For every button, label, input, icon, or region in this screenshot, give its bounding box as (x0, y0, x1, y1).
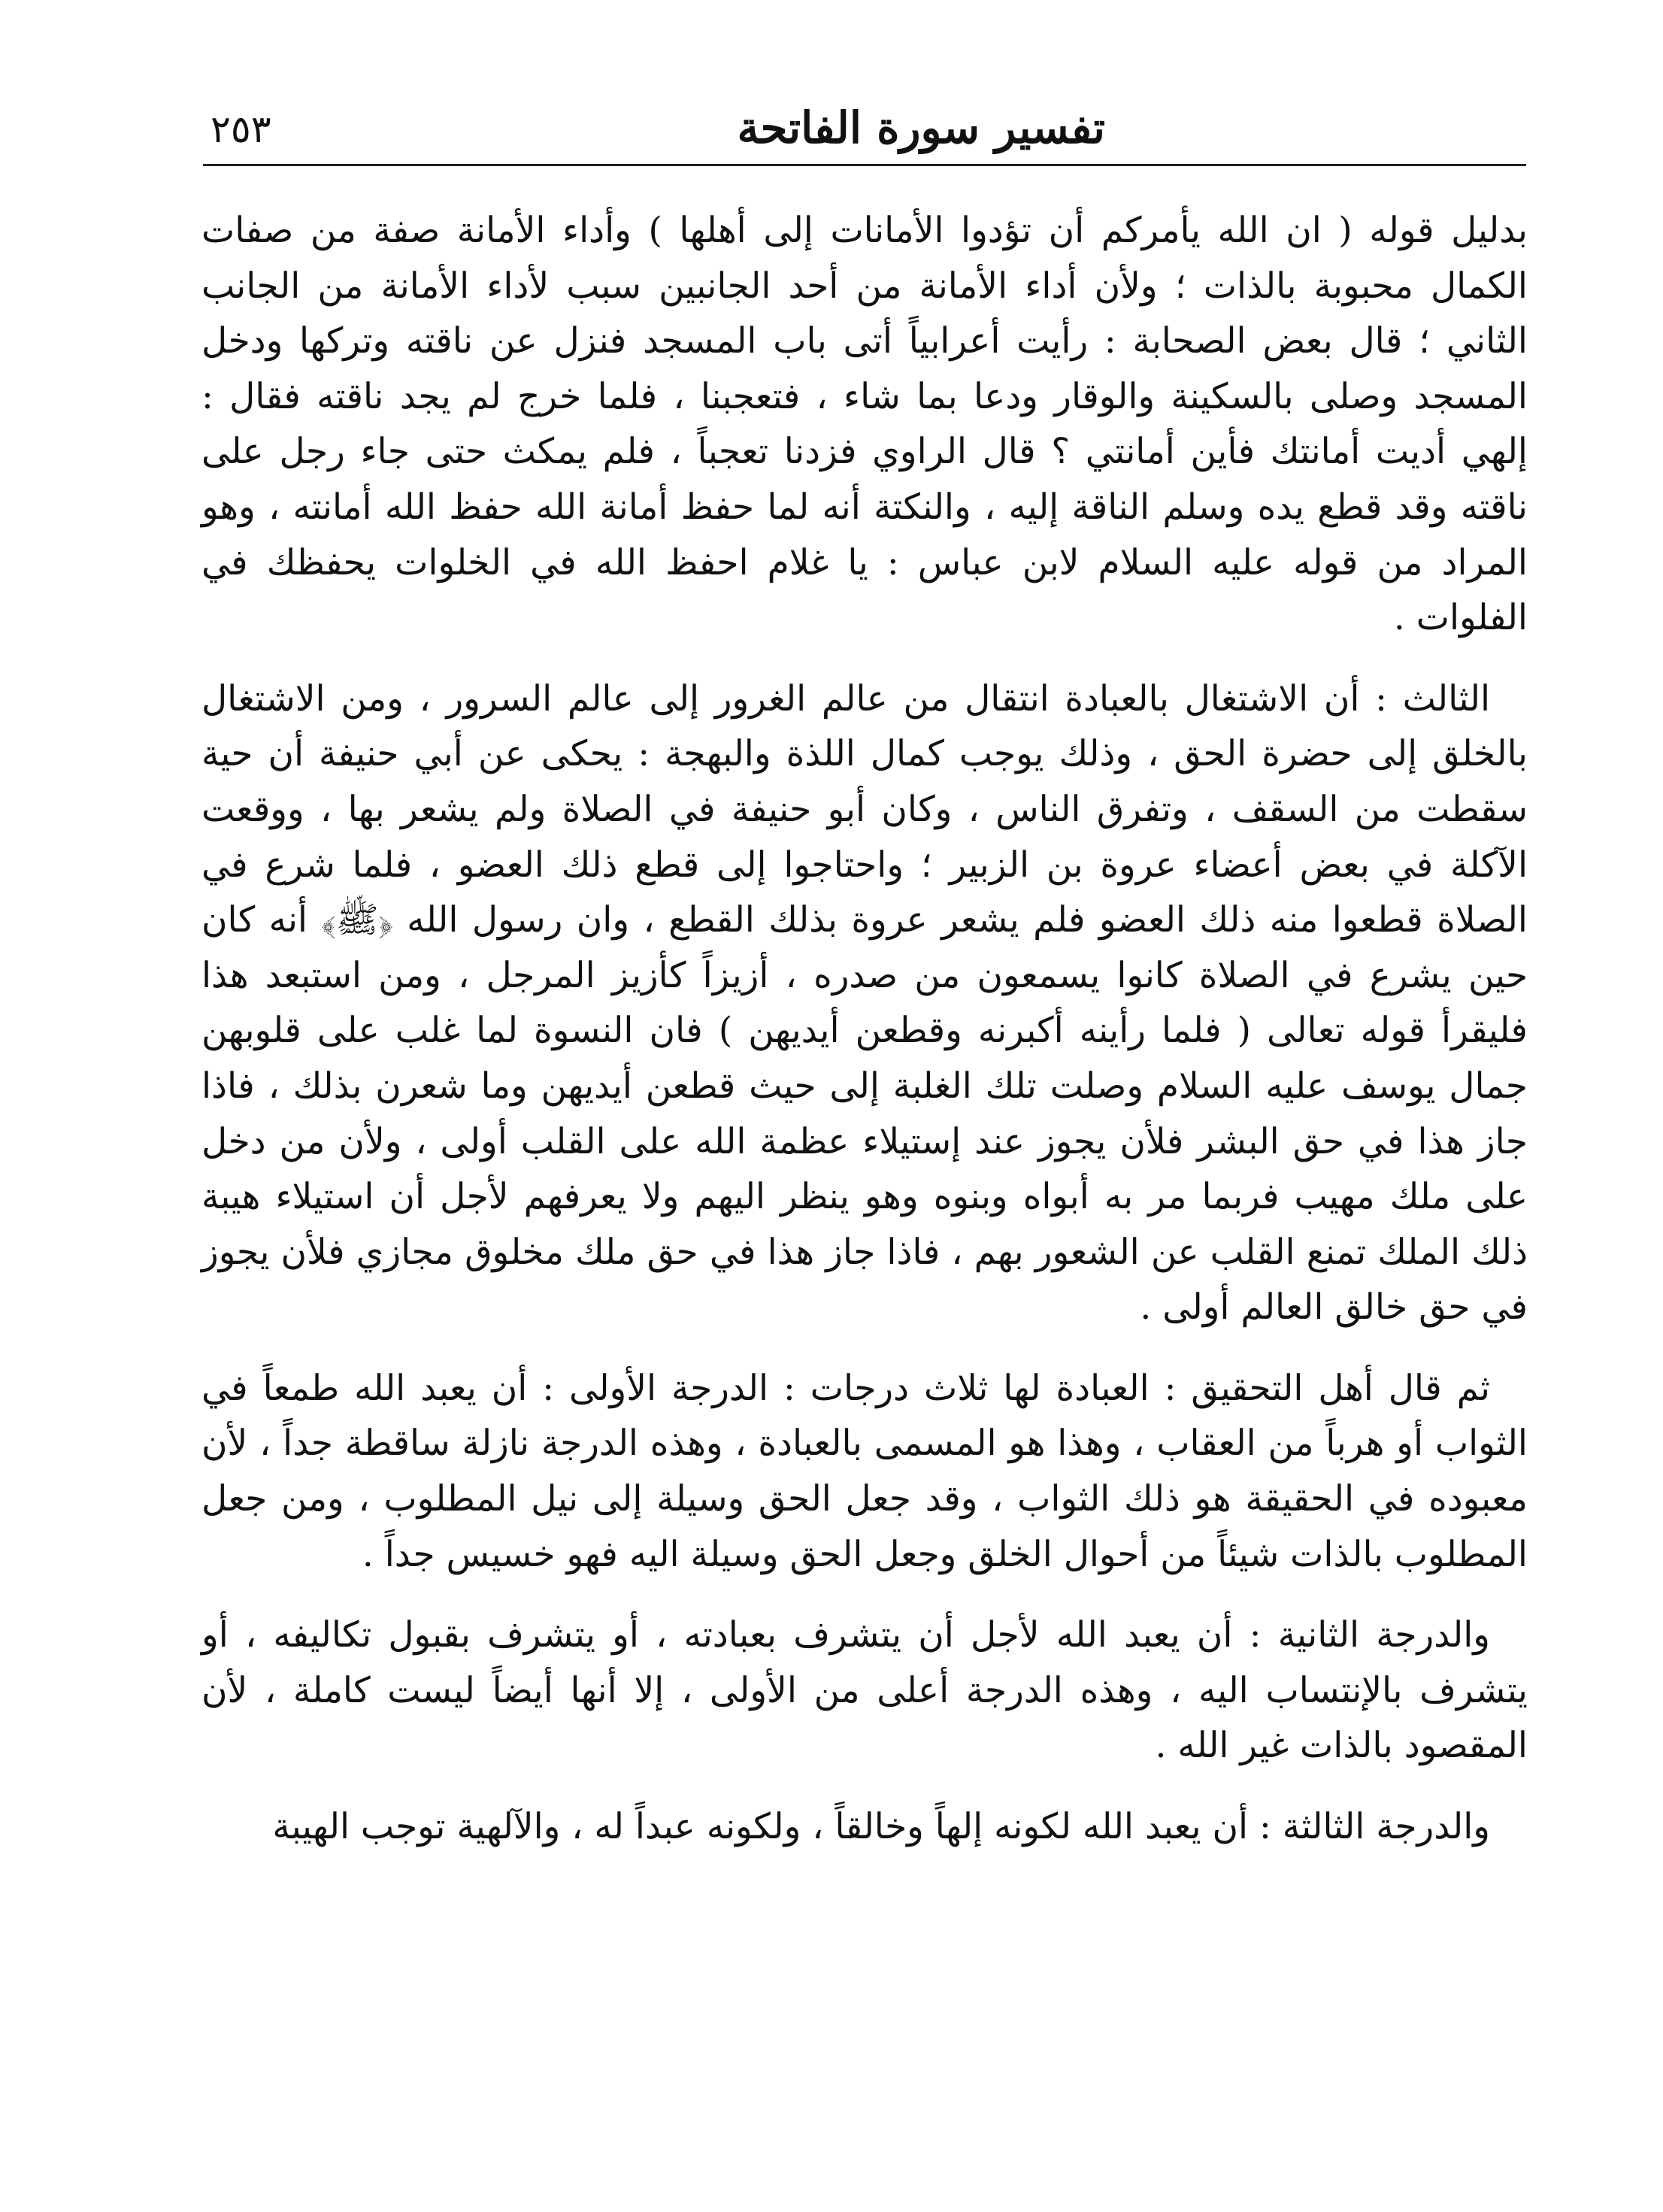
paragraph-3: ثم قال أهل التحقيق : العبادة لها ثلاث درجات : الدرجة الأولى : أن يعبد الله طمعاً في الثواب أو هرباً من العقاب ، وهذا هو المسمى بالعبادة ، وهذه الدرجة نازلة ساقطة جداً ، لأن معبوده في الحقيقة هو ذلك الثواب ، وقد جعل الحق وسيلة إلى نيل المطلوب ، ومن جعل المطلوب بالذات شيئاً من أحوال الخلق وجعل الحق وسيلة اليه فهو خسيس جداً . (201, 1367, 1528, 1575)
paragraph-2: الثالث : أن الاشتغال بالعبادة انتقال من عالم الغرور إلى عالم السرور ، ومن الاشتغال بالخلق إلى حضرة الحق ، وذلك يوجب كمال اللذة والبهجة : يحكى عن أبي حنيفة أن حية سقطت من السقف ، وتفرق الناس ، وكان أبو حنيفة في الصلاة ولم يشعر بها ، ووقعت الآكلة في بعض أعضاء عروة بن الزبير ؛ واحتاجوا إلى قطع ذلك العضو ، فلما شرع في الصلاة قطعوا منه ذلك العضو فلم يشعر عروة بذلك القطع ، وان رسول الله ﴿ﷺ﴾ أنه كان حين يشرع في الصلاة كانوا يسمعون من صدره ، أزيزاً كأزيز المرجل ، ومن استبعد هذا فليقرأ قوله تعالى ( فلما رأينه أكبرنه وقطعن أيديهن ) فان النسوة لما غلب على قلوبهن جمال يوسف عليه السلام وصلت تلك الغلبة إلى حيث قطعن أيديهن وما شعرن بذلك ، فاذا جاز هذا في حق البشر فلأن يجوز عند إستيلاء عظمة الله على القلب أولى ، ولأن من دخل على ملك مهيب فربما مر به أبواه وبنوه وهو ينظر اليهم ولا يعرفهم لأجل أن استيلاء هيبة ذلك الملك تمنع القلب عن الشعور بهم ، فاذا جاز هذا في حق ملك مخلوق مجازي فلأن يجوز في حق خالق العالم أولى . (201, 677, 1528, 1329)
header-title: تفسير سورة الفاتحة (737, 102, 1105, 153)
paragraph-1: بدليل قوله ( ان الله يأمركم أن تؤدوا الأمانات إلى أهلها ) وأداء الأمانة صفة من صفات الكمال محبوبة بالذات ؛ ولأن أداء الأمانة من أحد الجانبين سبب لأداء الأمانة من الجانب الثاني ؛ قال بعض الصحابة : رأيت أعرابياً أتى باب المسجد فنزل عن ناقته وتركها ودخل المسجد وصلى بالسكينة والوقار ودعا بما شاء ، فتعجبنا ، فلما خرج لم يجد ناقته فقال : إلهي أديت أمانتك فأين أمانتي ؟ قال الراوي فزدنا تعجباً ، فلم يمكث حتى جاء رجل على ناقته وقد قطع يده وسلم الناقة إليه ، والنكتة أنه لما حفظ أمانة الله حفظ الله أمانته ، وهو المراد من قوله عليه السلام لابن عباس : يا غلام احفظ الله في الخلوات يحفظك في الفلوات . (201, 210, 1528, 639)
running-header (203, 98, 1526, 165)
page-number: ٢٥٣ (211, 108, 271, 151)
header-divider (203, 164, 1526, 166)
paragraph-5: والدرجة الثالثة : أن يعبد الله لكونه إلهاً وخالقاً ، ولكونه عبداً له ، والآلهية توجب الهيبة (272, 1806, 1490, 1848)
body-text (201, 203, 1528, 1855)
paragraph-4: والدرجة الثانية : أن يعبد الله لأجل أن يتشرف بعبادته ، أو يتشرف بقبول تكاليفه ، أو يتشرف بالإنتساب اليه ، وهذه الدرجة أعلى من الأولى ، إلا أنها أيضاً ليست كاملة ، لأن المقصود بالذات غير الله . (201, 1614, 1528, 1767)
